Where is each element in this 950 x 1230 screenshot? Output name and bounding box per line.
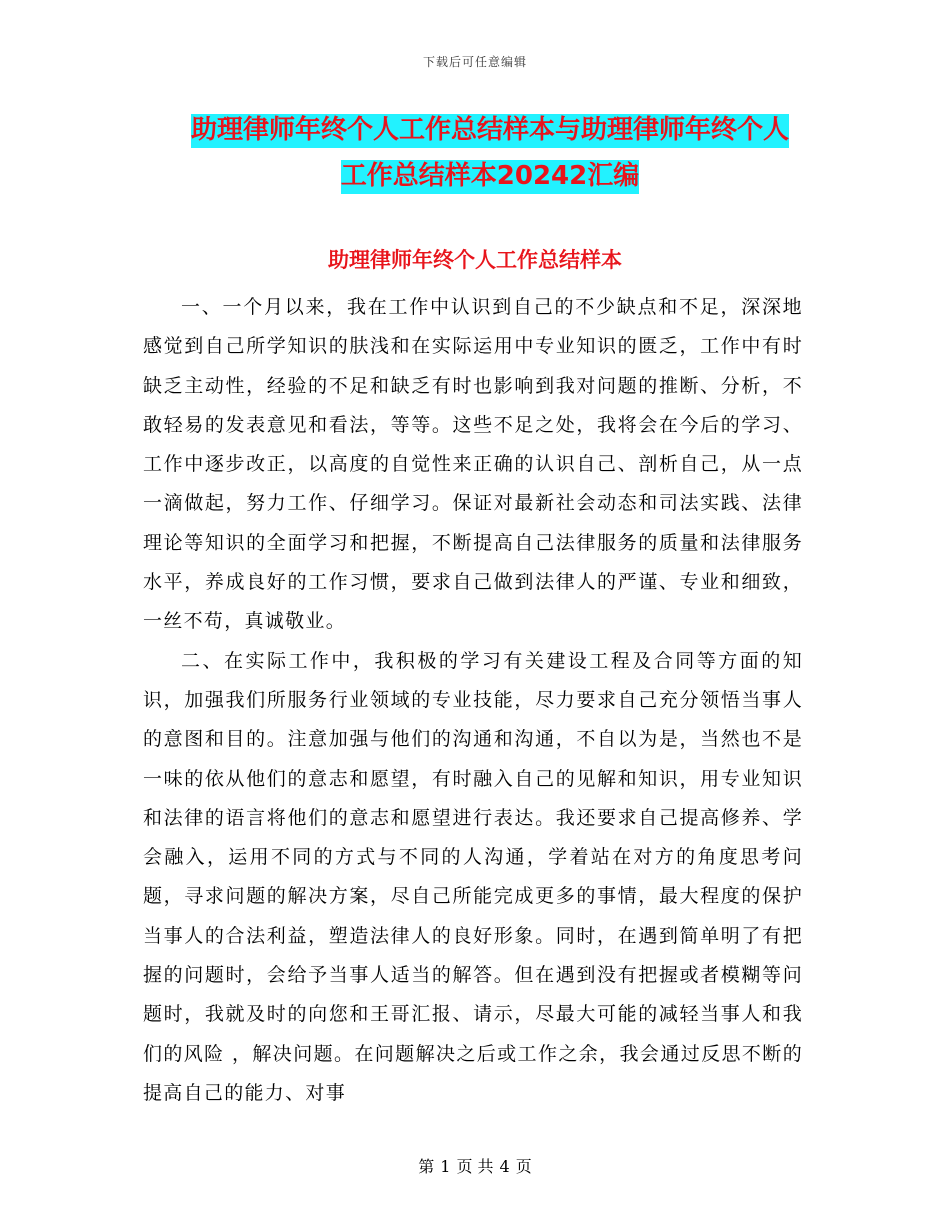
document-title-line-2 — [140, 154, 840, 198]
document-title-line-1 — [140, 108, 840, 152]
document-body — [143, 288, 803, 1113]
footer-page-number: 1 — [440, 1157, 451, 1176]
footer-middle: 页 共 — [456, 1157, 494, 1176]
page-footer — [0, 1154, 950, 1177]
header-note: 下载后可任意编辑 — [422, 55, 527, 69]
paragraph-1: 一、一个月以来，我在工作中认识到自己的不少缺点和不足，深深地感觉到自己所学知识的肤浅和在实际运用中专业知识的匮乏，工作中有时缺乏主动性，经验的不足和缺乏有时也影响到我对问题的推断、分析，不敢轻易的发表意见和看法，等等。这些不足之处，我将会在今后的学习、工作中逐步改正，以高度的自觉性来正确的认识自己、剖析自己，从一点一滴做起，努力工作、仔细学习。保证对最新社会动态和司法实践、法律理论等知识的全面学习和把握，不断提高自己法律服务的质量和法律服务水平，养成良好的工作习惯，要求自己做到法律人的严谨、专业和细致，一丝不苟，真诚敬业。 — [143, 296, 803, 633]
footer-suffix: 页 — [515, 1157, 532, 1176]
paragraph-2: 二、在实际工作中，我积极的学习有关建设工程及合同等方面的知识，加强我们所服务行业领域的专业技能，尽力要求自己充分领悟当事人的意图和目的。注意加强与他们的沟通和沟通，不自以为是，当然也不是一味的依从他们的意志和愿望，有时融入自己的见解和知识，用专业知识和法律的语言将他们的意志和愿望进行表达。我还要求自己提高修养、学会融入，运用不同的方式与不同的人沟通，学着站在对方的角度思考问题，寻求问题的解决方案，尽自己所能完成更多的事情，最大程度的保护当事人的合法利益，塑造法律人的良好形象。同时，在遇到简单明了有把握的问题时，会给予当事人适当的解答。但在遇到没有把握或者模糊等问题时，我就及时的向您和王哥汇报、请示，尽最大可能的减轻当事人和我们的风险 ，解决问题。在问题解决之后或工作之余，我会通过反思不断的提高自己的能力、对事 — [143, 649, 803, 1104]
section-title: 助理律师年终个人工作总结样本 — [328, 248, 622, 272]
title-highlight-2: 工作总结样本20242汇编 — [341, 160, 639, 194]
footer-prefix: 第 — [418, 1157, 435, 1176]
footer-total-pages: 4 — [499, 1157, 510, 1176]
title-highlight-1: 助理律师年终个人工作总结样本与助理律师年终个人 — [191, 114, 789, 148]
